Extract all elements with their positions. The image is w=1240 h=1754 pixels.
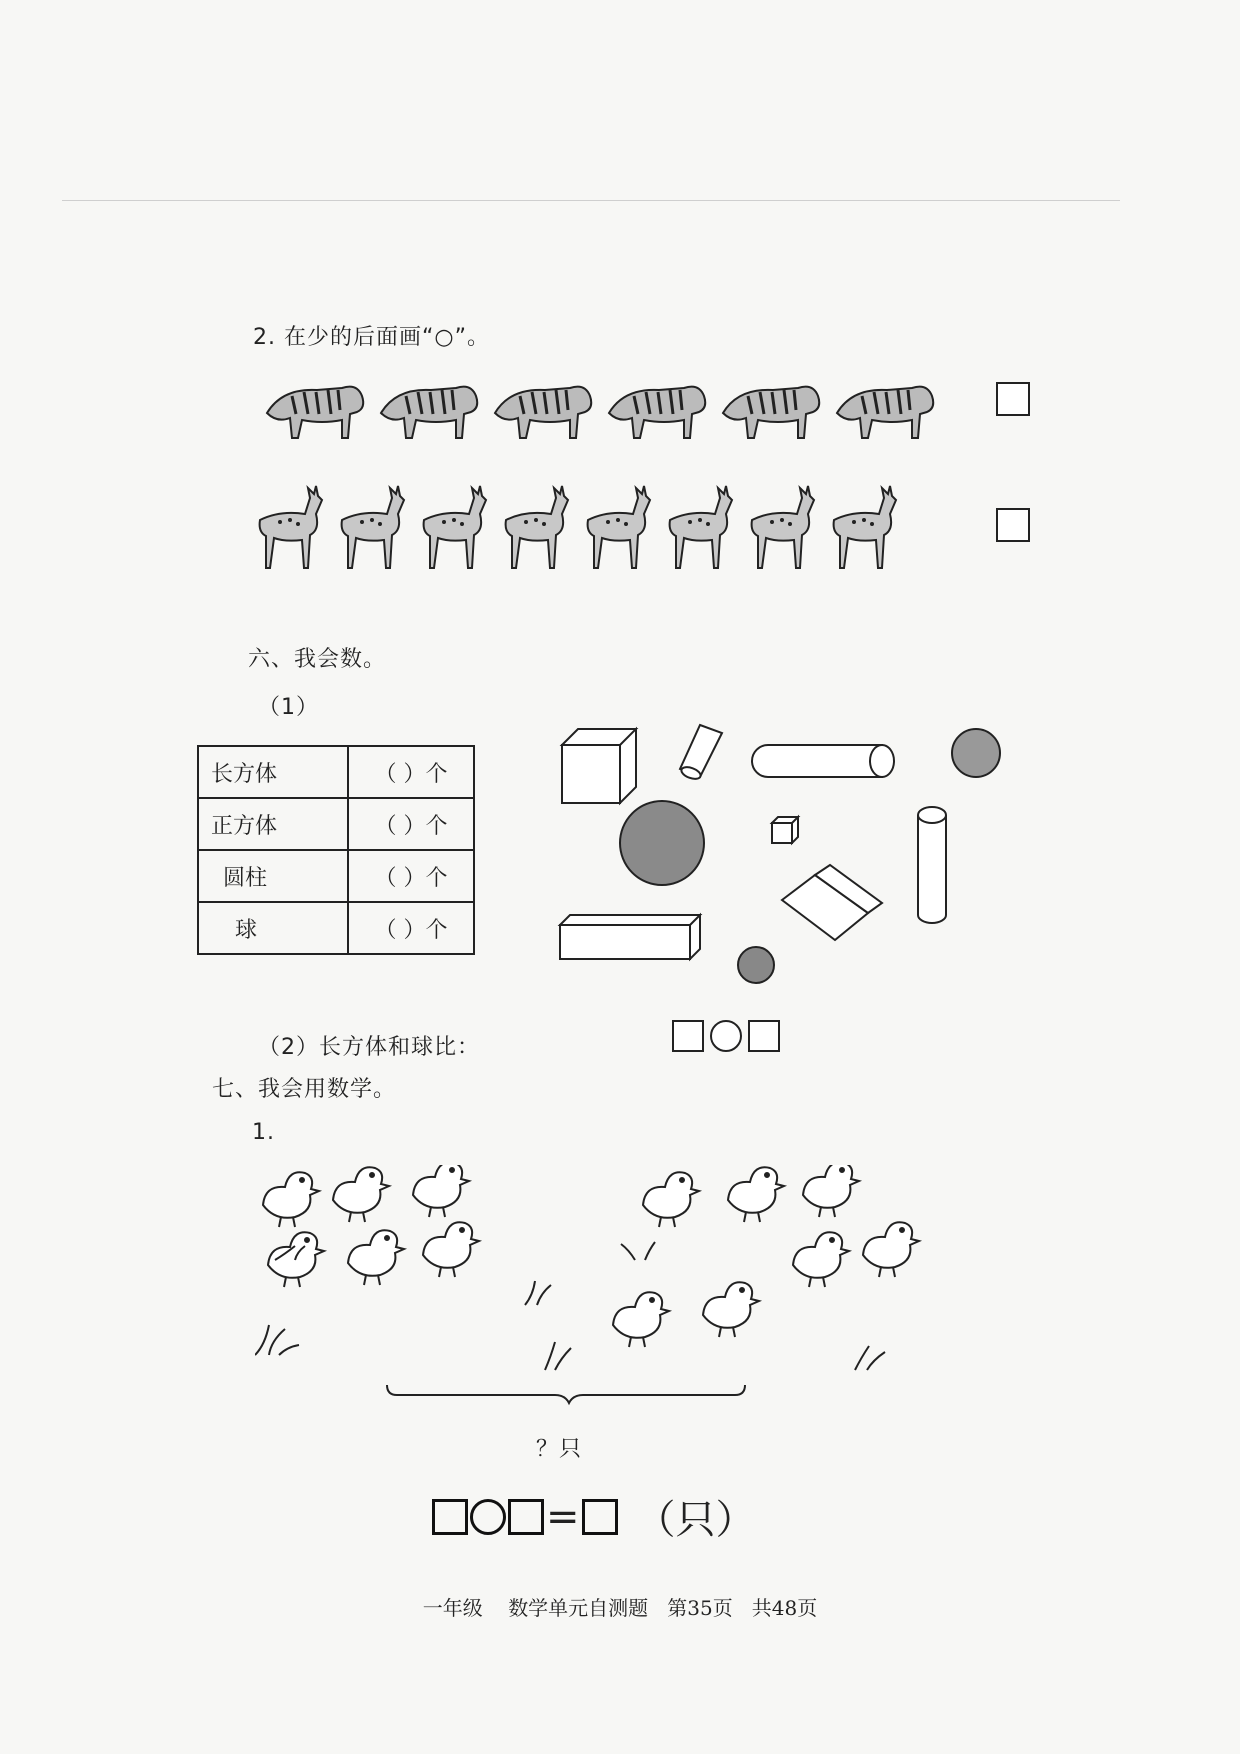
equation-row	[432, 1488, 756, 1545]
deer-icon	[260, 486, 322, 568]
shape-name: 长方体	[198, 746, 348, 798]
chick-icon	[348, 1230, 404, 1285]
part-label: （1）	[258, 695, 319, 720]
shape-name: 正方体	[198, 798, 348, 850]
table-row	[198, 902, 474, 954]
chick-icon	[728, 1167, 784, 1222]
shape-name: 球	[198, 902, 348, 954]
comparison-text: （2）长方体和球比：	[258, 1035, 480, 1060]
chick-icon	[413, 1165, 469, 1217]
chick-icon	[803, 1165, 859, 1217]
ball-icon	[952, 729, 1000, 777]
cube-icon	[562, 729, 636, 803]
shapes-illustration	[550, 715, 1020, 985]
question-number: 1.	[252, 1120, 275, 1145]
tiger-icon	[723, 387, 819, 438]
count-blank[interactable]: （ ）个	[348, 850, 474, 902]
footer-page: 第35页	[667, 1596, 733, 1620]
table-row	[198, 746, 474, 798]
chick-icon	[423, 1222, 479, 1277]
table-row	[198, 850, 474, 902]
table-row	[198, 798, 474, 850]
cuboid-tilted-icon	[782, 865, 882, 940]
answer-box-tigers[interactable]	[996, 382, 1030, 416]
chick-icon	[263, 1172, 319, 1227]
deer-icon	[588, 486, 650, 568]
count-blank[interactable]: （ ）个	[348, 902, 474, 954]
deer-icon	[342, 486, 404, 568]
cuboid-long-icon	[560, 915, 700, 959]
cylinder-long-icon	[752, 745, 894, 777]
deer-icon	[752, 486, 814, 568]
tiger-icon	[381, 387, 477, 438]
question-instruction: 2. 在少的后面画“○”。	[253, 325, 490, 350]
tiger-icon	[609, 387, 705, 438]
answer-square[interactable]	[672, 1020, 704, 1052]
sphere-icon	[620, 801, 704, 885]
count-blank[interactable]: （ ）个	[348, 746, 474, 798]
shape-name: 圆柱	[198, 850, 348, 902]
deer-icon	[506, 486, 568, 568]
page-footer	[0, 1592, 1240, 1621]
chick-icon	[793, 1232, 849, 1287]
deer-icon	[834, 486, 896, 568]
chicks-illustration	[255, 1165, 975, 1415]
count-blank[interactable]: （ ）个	[348, 798, 474, 850]
unit-label: （只）	[635, 1497, 756, 1543]
answer-square[interactable]	[432, 1499, 468, 1535]
total-brace	[387, 1385, 745, 1403]
answer-square[interactable]	[508, 1499, 544, 1535]
answer-square[interactable]	[748, 1020, 780, 1052]
chick-icon	[613, 1292, 669, 1347]
footer-subject: 数学单元自测题	[508, 1596, 649, 1620]
cylinder-vertical-icon	[918, 807, 946, 923]
equals-sign: =	[546, 1493, 580, 1540]
deer-icon	[670, 486, 732, 568]
answer-square[interactable]	[582, 1499, 618, 1535]
chick-icon	[643, 1172, 699, 1227]
deer-row	[250, 480, 940, 580]
answer-circle[interactable]	[470, 1499, 506, 1535]
tiger-icon	[267, 387, 363, 438]
brace-label: ？只	[536, 1437, 583, 1462]
comparison-answer	[672, 1020, 780, 1052]
count-table	[197, 745, 475, 955]
deer-icon	[424, 486, 486, 568]
chick-icon	[703, 1282, 759, 1337]
footer-grade: 一年级	[422, 1596, 483, 1620]
footer-total: 共48页	[751, 1596, 818, 1620]
chick-icon	[863, 1222, 919, 1277]
tiger-icon	[495, 387, 591, 438]
cylinder-small-icon	[680, 725, 722, 781]
tiger-row	[262, 368, 952, 448]
section-title: 六、我会数。	[248, 647, 387, 672]
small-ball-icon	[738, 947, 774, 983]
chick-icon	[333, 1167, 389, 1222]
answer-box-deer[interactable]	[996, 508, 1030, 542]
small-cube-icon	[772, 817, 798, 843]
tiger-icon	[837, 387, 933, 438]
answer-circle[interactable]	[710, 1020, 742, 1052]
section-title: 七、我会用数学。	[212, 1077, 397, 1102]
